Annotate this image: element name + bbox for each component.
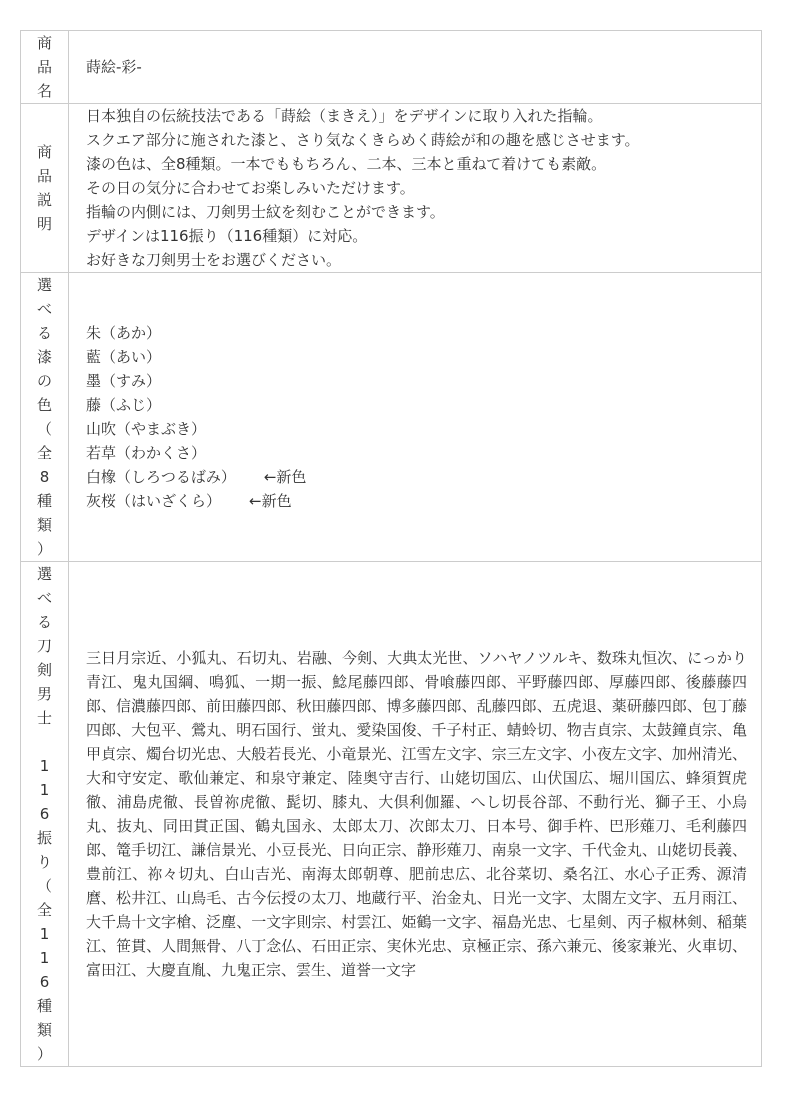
- header-char: 説: [36, 191, 52, 209]
- header-lacquer-colors: [21, 273, 69, 562]
- header-char: 6: [39, 973, 50, 991]
- header-char: 1: [39, 757, 50, 775]
- header-char: 1: [39, 781, 50, 799]
- color-item: 山吹（やまぶき）: [86, 420, 207, 438]
- new-color-note: ←新色: [249, 492, 292, 510]
- row-lacquer-colors: [21, 273, 762, 562]
- description-line: デザインは116振り（116種類）に対応。: [86, 227, 368, 245]
- header-char: り: [36, 853, 52, 871]
- header-char: 刀: [36, 637, 52, 655]
- header-char: （: [36, 877, 52, 895]
- header-char: 1: [39, 949, 50, 967]
- product-spec-table: [20, 30, 762, 1067]
- lacquer-colors-list: [69, 273, 762, 562]
- color-item: 朱（あか）: [86, 324, 162, 342]
- color-item: 若草（わかくさ）: [86, 444, 207, 462]
- header-char: 男: [36, 685, 52, 703]
- product-name-text: 蒔絵-彩-: [86, 58, 142, 76]
- header-char: の: [36, 372, 52, 390]
- header-char: 種: [36, 997, 52, 1015]
- header-char: 全: [36, 901, 52, 919]
- header-char: （: [36, 420, 52, 438]
- description-line: 指輪の内側には、刀剣男士紋を刻むことができます。: [86, 203, 445, 221]
- header-char: 品: [36, 167, 52, 185]
- header-char: べ: [36, 589, 52, 607]
- description-line: スクエア部分に施された漆と、さり気なくきらめく蒔絵が和の趣を感じさせます。: [86, 131, 640, 149]
- header-char: ）: [36, 1045, 52, 1063]
- header-char: 品: [36, 58, 52, 76]
- header-char: 色: [36, 396, 52, 414]
- header-char: 種: [36, 492, 52, 510]
- header-char: 類: [36, 1021, 52, 1039]
- header-char: 名: [36, 82, 52, 100]
- description-line: 漆の色は、全8種類。一本でももちろん、二本、三本と重ねて着けても素敵。: [86, 155, 607, 173]
- color-item: 白橡（しろつるばみ） ←新色: [86, 468, 307, 486]
- description-line: お好きな刀剣男士をお選びください。: [86, 251, 342, 269]
- header-char: [21, 730, 68, 754]
- color-item: 藤（ふじ）: [86, 396, 162, 414]
- header-sword-list: [21, 562, 69, 1067]
- header-char: る: [36, 613, 52, 631]
- sword-names-text: 三日月宗近、小狐丸、石切丸、岩融、今剣、大典太光世、ソハヤノツルキ、数珠丸恒次、にっかり青江、鬼丸国綱、鳴狐、一期一振、鯰尾藤四郎、骨喰藤四郎、平野藤四郎、厚藤四郎、後藤藤四郎、信濃藤四郎、前田藤四郎、秋田藤四郎、博多藤四郎、乱藤四郎、五虎退、薬研藤四郎、包丁藤四郎、大包平、鶯丸、明石国行、蛍丸、愛染国俊、千子村正、蜻蛉切、物吉貞宗、太鼓鐘貞宗、亀甲貞宗、燭台切光忠、大般若長光、小竜景光、江雪左文字、宗三左文字、小夜左文字、加州清光、大和守安定、歌仙兼定、和泉守兼定、陸奥守吉行、山姥切国広、山伏国広、堀川国広、蜂須賀虎徹、浦島虎徹、長曽祢虎徹、髭切、膝丸、大倶利伽羅、へし切長谷部、不動行光、獅子王、小烏丸、抜丸、同田貫正国、鶴丸国永、太郎太刀、次郎太刀、日本号、御手杵、巴形薙刀、毛利藤四郎、篭手切江、謙信景光、小豆長光、日向正宗、静形薙刀、南泉一文字、千代金丸、山姥切長義、豊前江、祢々切丸、白山吉光、南海太郎朝尊、肥前忠広、北谷菜切、桑名江、水心子正秀、源清麿、松井江、山鳥毛、古今伝授の太刀、地蔵行平、治金丸、日光一文字、太閤左文字、五月雨江、大千鳥十文字槍、泛塵、一文字則宗、村雲江、姫鶴一文字、福島光忠、七星剣、丙子椒林剣、稲葉江、笹貫、人間無骨、八丁念仏、石田正宗、実休光忠、京極正宗、孫六兼元、後家兼光、火車切、富田江、大慶直胤、九鬼正宗、雲生、道誉一文字: [86, 649, 747, 979]
- description-line: その日の気分に合わせてお楽しみいただけます。: [86, 179, 415, 197]
- header-char: 1: [39, 925, 50, 943]
- color-item: 藍（あい）: [86, 348, 162, 366]
- color-item: 灰桜（はいざくら） ←新色: [86, 492, 292, 510]
- description-line: 日本独自の伝統技法である「蒔絵（まきえ）」をデザインに取り入れた指輪。: [86, 107, 603, 125]
- header-char: 明: [36, 215, 52, 233]
- row-sword-list: [21, 562, 762, 1067]
- header-char: 8: [39, 468, 50, 486]
- header-char: 類: [36, 516, 52, 534]
- header-char: べ: [36, 300, 52, 318]
- header-char: 士: [36, 709, 52, 727]
- header-char: 6: [39, 805, 50, 823]
- product-description-value: [69, 104, 762, 273]
- header-char: ）: [36, 540, 52, 558]
- header-product-name: [21, 31, 69, 104]
- color-item: 墨（すみ）: [86, 372, 162, 390]
- header-char: 選: [36, 276, 52, 294]
- sword-list-value: [69, 562, 762, 1067]
- header-char: 振: [36, 829, 52, 847]
- header-char: 選: [36, 565, 52, 583]
- header-char: 剣: [36, 661, 52, 679]
- header-char: 漆: [36, 348, 52, 366]
- header-char: 全: [36, 444, 52, 462]
- header-char: 商: [36, 34, 52, 52]
- product-name-value: [69, 31, 762, 104]
- header-char: る: [36, 324, 52, 342]
- header-product-description: [21, 104, 69, 273]
- row-product-name: [21, 31, 762, 104]
- row-product-description: [21, 104, 762, 273]
- header-char: 商: [36, 143, 52, 161]
- new-color-note: ←新色: [263, 468, 307, 486]
